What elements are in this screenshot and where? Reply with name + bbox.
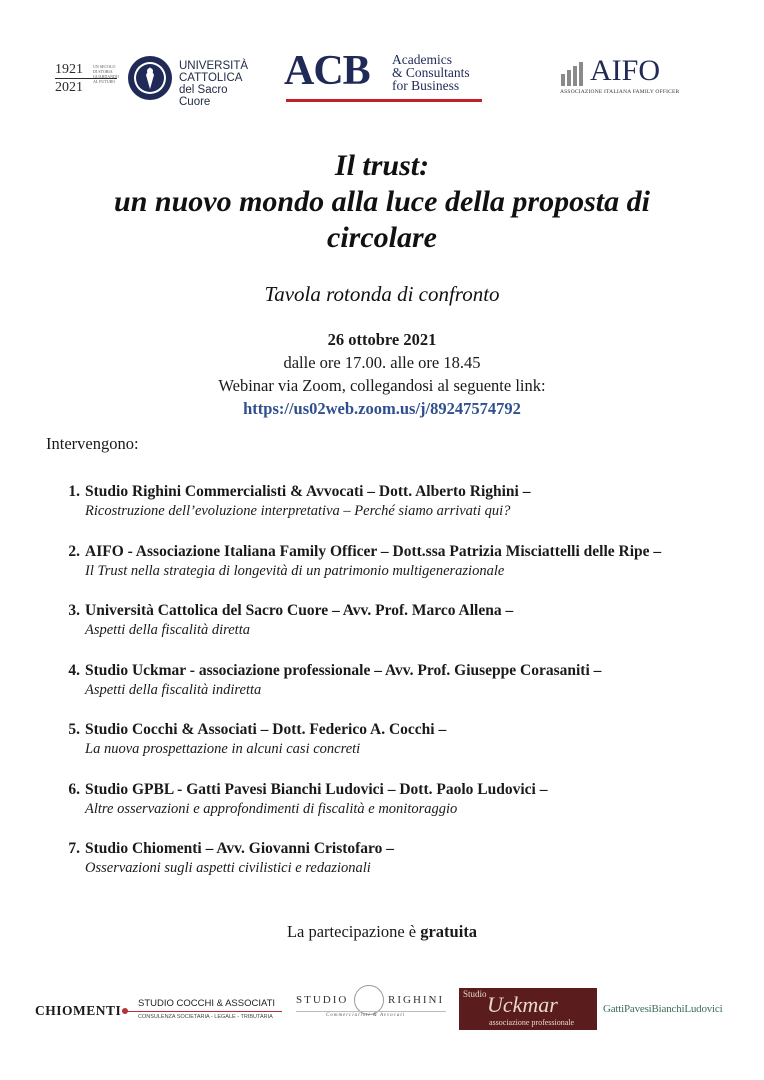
event-title: Il trust: un nuovo mondo alla luce della proposta di circolare [114,149,650,254]
divider [296,1011,446,1012]
ucsc-logo [55,52,249,108]
righini-logo: STUDIO RIGHINI Commercialisti & Avvocati [296,985,446,1025]
acb-red-rule [286,99,482,102]
event-date: 26 ottobre 2021 [327,330,437,349]
list-item: 1. Studio Righini Commercialisti & Avvocati – Dott. Alberto Righini – Ricostruzione dell’evoluzione interpretativa – Perché siamo arrivati qui? [68,483,531,519]
list-item: 5. Studio Cocchi & Associati – Dott. Federico A. Cocchi – La nuova prospettazione in alcuni casi concreti [68,721,447,757]
speaker-heading: Studio Righini Commercialisti & Avvocati – Dott. Alberto Righini – [85,483,531,500]
speaker-heading: Studio GPBL - Gatti Pavesi Bianchi Ludovici – Dott. Paolo Ludovici – [85,780,548,798]
acb-fullname: Academics & Consultants for Business [392,52,470,93]
list-item: 3. Università Cattolica del Sacro Cuore – Avv. Prof. Marco Allena – Aspetti della fiscalità diretta [68,602,514,638]
speaker-topic: Aspetti della fiscalità indiretta [85,681,262,698]
speaker-heading: Università Cattolica del Sacro Cuore – Avv. Prof. Marco Allena – [85,602,514,619]
participation-note: La partecipazione è gratuita [286,922,478,941]
speaker-topic: Altre osservazioni e approfondimenti di fiscalità e monitoraggio [85,800,458,817]
speaker-topic: Osservazioni sugli aspetti civilistici e redazionali [85,860,371,876]
list-item: 4. Studio Uckmar - associazione professionale – Avv. Prof. Giuseppe Corasaniti – Aspetti della fiscalità indiretta [68,661,602,698]
zoom-link[interactable]: https://us02web.zoom.us/j/89247574792 [243,399,521,418]
uckmar-logo: Studio Uckmar associazione professionale [459,988,597,1030]
aifo-name: AIFO [590,54,661,87]
webinar-info: Webinar via Zoom, collegandosi al seguente link: [218,376,546,395]
acb-acronym: ACB [284,48,370,94]
speaker-topic: Il Trust nella strategia di longevità di un patrimonio multigenerazionale [85,562,505,579]
anniversary-motto: UN SECOLO DI STORIA GUARDANDO AL FUTURO [93,64,119,84]
speaker-topic: Ricostruzione dell’evoluzione interpretativa – Perché siamo arrivati qui? [85,503,511,519]
speaker-heading: AIFO - Associazione Italiana Family Officer – Dott.ssa Patrizia Misciattelli delle Ripe – [85,542,662,560]
event-subtitle: Tavola rotonda di confronto [264,282,500,306]
speaker-heading: Studio Chiomenti – Avv. Giovanni Cristofaro – [85,840,395,857]
speaker-heading: Studio Uckmar - associazione professionale – Avv. Prof. Giuseppe Corasaniti – [85,661,602,679]
university-seal-icon [127,55,173,101]
divider [122,1011,282,1012]
gpbl-logo: GattiPavesiBianchiLudovici [603,1003,723,1015]
list-item: 6. Studio GPBL - Gatti Pavesi Bianchi Ludovici – Dott. Paolo Ludovici – Altre osservazioni e approfondimenti di fiscalità e monitoraggio [68,780,548,817]
aifo-logo [560,56,690,96]
acb-logo [284,48,484,106]
aifo-fullname: ASSOCIAZIONE ITALIANA FAMILY OFFICER [560,89,680,95]
speaker-topic: Aspetti della fiscalità diretta [85,622,250,638]
university-name: UNIVERSITÀ CATTOLICA del Sacro Cuore [179,60,249,108]
chiomenti-logo: CHIOMENTI [35,1003,122,1018]
event-time: dalle ore 17.00. alle ore 18.45 [283,353,481,372]
speakers-intro: Intervengono: [46,434,139,453]
year-end: 2021 [55,78,117,96]
list-item: 7. Studio Chiomenti – Avv. Giovanni Cristofaro – Osservazioni sugli aspetti civilistici e redazionali [68,840,395,876]
speaker-heading: Studio Cocchi & Associati – Dott. Federico A. Cocchi – [85,721,447,738]
speakers-list [58,483,748,900]
free-emphasis: gratuita [420,922,478,941]
year-start: 1921 [55,62,83,77]
list-item: 2. AIFO - Associazione Italiana Family Officer – Dott.ssa Patrizia Misciattelli delle Ripe – Il Trust nella strategia di longevità di un patrimonio multigenerazionale [68,542,662,579]
speaker-topic: La nuova prospettazione in alcuni casi concreti [85,741,361,757]
cocchi-logo: STUDIO COCCHI & ASSOCIATI CONSULENZA SOCIETARIA - LEGALE - TRIBUTARIA [122,998,282,1024]
bar-chart-icon [560,60,586,86]
